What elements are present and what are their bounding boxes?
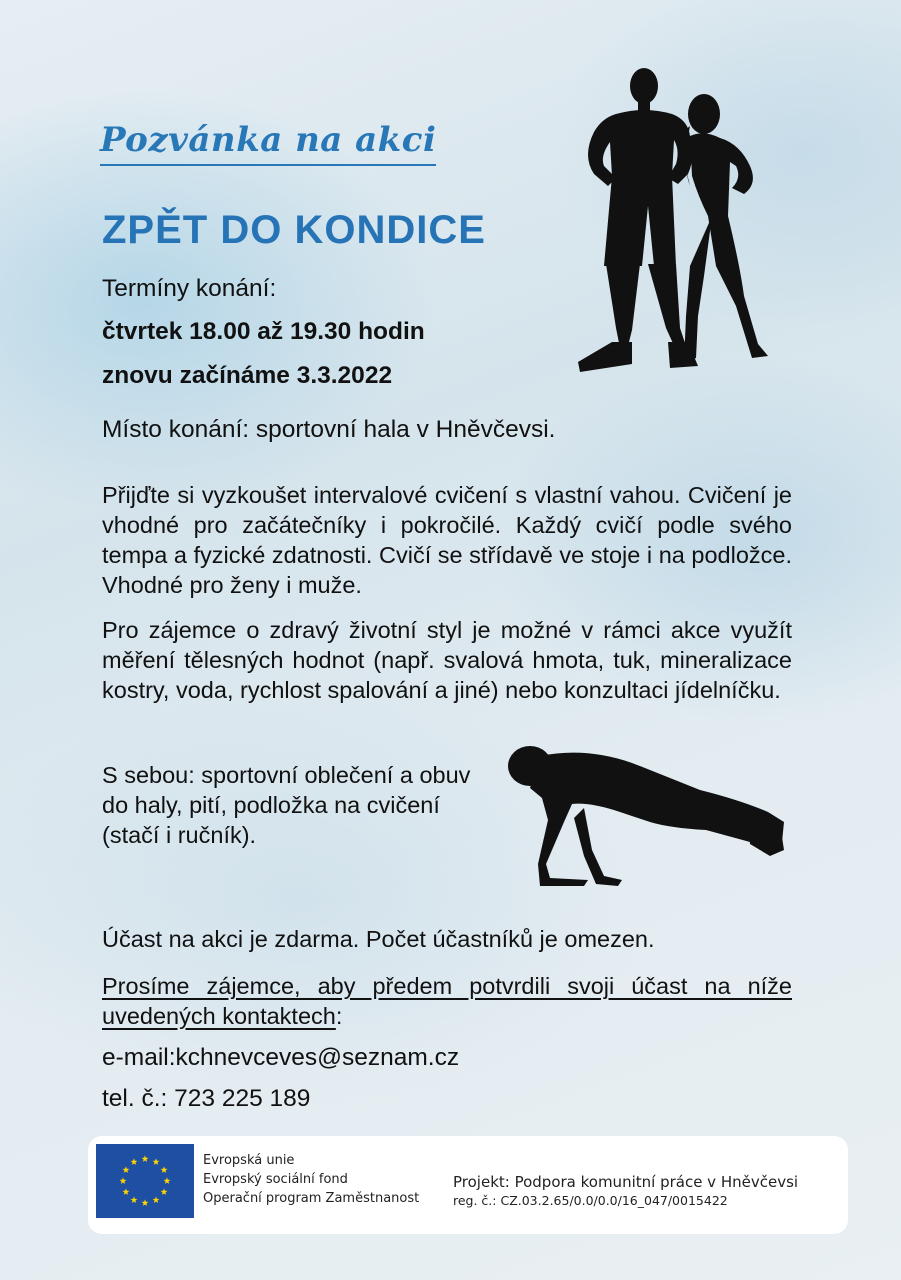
invitation-heading: Pozvánka na akci <box>100 118 436 166</box>
free-entry-text: Účast na akci je zdarma. Počet účastníků je omezen. <box>102 926 655 952</box>
schedule-label: Termíny konání: <box>102 275 277 302</box>
project-reg: reg. č.: CZ.03.2.65/0.0/0.0/16_047/0015422 <box>453 1193 728 1208</box>
eu-line-1: Evropská unie <box>203 1153 295 1168</box>
contact-phone: tel. č.: 723 225 189 <box>102 1085 311 1112</box>
schedule-time: čtvrtek 18.00 až 19.30 hodin <box>102 318 425 345</box>
confirm-underlined: Prosíme zájemce, aby předem potvrdili svoji účast na níže uvedených kontaktech <box>102 973 792 1029</box>
event-title: ZPĚT DO KONDICE <box>102 208 486 252</box>
eu-flag-icon <box>96 1144 194 1218</box>
eu-line-2: Evropský sociální fond <box>203 1172 348 1187</box>
eu-line-3: Operační program Zaměstnanost <box>203 1191 420 1206</box>
project-block <box>453 1172 798 1210</box>
eu-text-block <box>203 1151 419 1208</box>
pushup-silhouette-icon <box>500 738 790 888</box>
measurement-paragraph: Pro zájemce o zdravý životní styl je možné v rámci akce využít měření tělesných hodnot (např. svalová hmota, tuk, mineralizace kostry, voda, rychlost spalování a jiné) nebo konzultaci jídelníčku. <box>102 617 792 703</box>
confirm-colon: : <box>335 1003 343 1029</box>
project-name: Projekt: Podpora komunitní práce v Hněvčevsi <box>453 1173 799 1191</box>
bring-paragraph: S sebou: sportovní oblečení a obuv do haly, pití, podložka na cvičení (stačí i ručník). <box>102 762 471 848</box>
schedule-start: znovu začínáme 3.3.2022 <box>102 362 393 389</box>
couple-silhouette-icon <box>572 66 778 376</box>
venue-text: Místo konání: sportovní hala v Hněvčevsi. <box>102 416 556 443</box>
contact-email[interactable]: e-mail:kchnevceves@seznam.cz <box>102 1044 460 1071</box>
description-paragraph: Přijďte si vyzkoušet intervalové cvičení s vlastní vahou. Cvičení je vhodné pro začátečníky i pokročilé. Každý cvičí podle svého tempa a fyzické zdatnosti. Cvičí se střídavě ve stoje i na podložce. Vhodné pro ženy i muže. <box>102 482 792 598</box>
confirm-text <box>102 971 792 1031</box>
